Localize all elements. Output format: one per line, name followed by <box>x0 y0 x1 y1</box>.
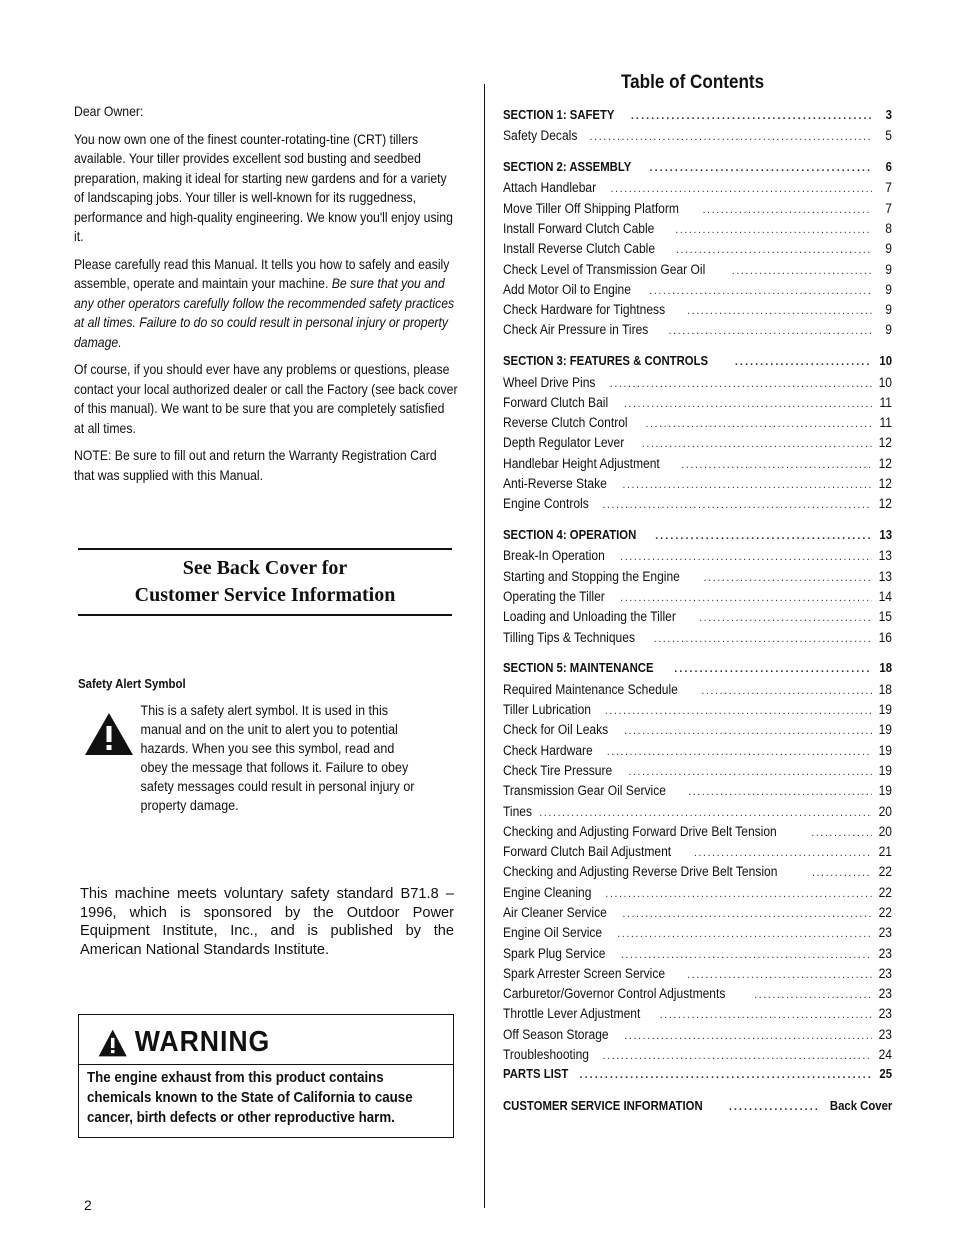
dot-leader <box>649 285 872 297</box>
warning-divider <box>78 1064 454 1065</box>
dot-leader <box>590 131 872 143</box>
toc-entry[interactable] <box>503 569 892 589</box>
toc-entry-label: SECTION 4: OPERATION <box>503 528 637 543</box>
toc-entry-page: 23 <box>878 965 892 981</box>
toc-entry-page: 12 <box>878 455 892 471</box>
toc-entry-page: 15 <box>878 609 892 625</box>
dot-leader <box>622 479 872 491</box>
toc-entry-page: Back Cover <box>829 1099 892 1114</box>
toc-entry[interactable] <box>503 609 892 629</box>
toc-entry-page: 19 <box>878 742 892 758</box>
customer-service-callout <box>78 555 452 609</box>
dot-leader <box>729 1101 819 1113</box>
dot-leader <box>602 499 872 511</box>
toc-entry-page: 3 <box>885 108 892 122</box>
toc-entry[interactable] <box>503 946 892 966</box>
toc-entry-label: Forward Clutch Bail Adjustment <box>503 844 672 860</box>
toc-entry-label: Depth Regulator Lever <box>503 435 625 451</box>
toc-entry-label: Install Reverse Clutch Cable <box>503 241 656 257</box>
toc-entry[interactable] <box>503 986 892 1006</box>
dot-leader <box>622 908 872 920</box>
column-divider <box>484 84 485 1208</box>
intro-paragraph-2 <box>74 255 458 353</box>
toc-entry[interactable] <box>503 783 892 803</box>
toc-entry[interactable] <box>503 702 892 722</box>
toc-entry-label: Attach Handlebar <box>503 180 597 196</box>
toc-spacer <box>503 1088 892 1100</box>
intro-paragraph-2-italic: Be sure that you and any other operators carefully follow the recommended safety practices at all times. Failure to do so could result in personal injury or property damage. <box>74 276 455 350</box>
toc-entry[interactable] <box>503 456 892 476</box>
dot-leader <box>624 725 872 737</box>
toc-entry[interactable] <box>503 548 892 568</box>
toc-entry-page: 22 <box>878 904 892 920</box>
toc-entry-page: 23 <box>878 1026 892 1042</box>
intro-note: NOTE: Be sure to fill out and return the Warranty Registration Card that was supplied with this Manual. <box>74 448 437 483</box>
toc-entry-label: Tiller Lubrication <box>503 702 591 718</box>
toc-entry-page: 9 <box>885 261 892 277</box>
dot-leader <box>812 867 872 879</box>
dot-leader <box>688 786 872 798</box>
dot-leader <box>605 705 872 717</box>
toc-entry-label: CUSTOMER SERVICE INFORMATION <box>503 1099 703 1114</box>
dot-leader <box>650 162 872 174</box>
toc-entry-label: Break-In Operation <box>503 548 605 564</box>
toc-entry-label: Install Forward Clutch Cable <box>503 220 655 236</box>
safety-alert-body: This is a safety alert symbol. It is used in this manual and on the unit to alert you to potential hazards. When you see this symbol, read and obey the message that follows it. Failure to obey safety messages could result in personal injury or property damage. <box>140 703 415 813</box>
dot-leader <box>694 847 872 859</box>
toc-entry-page: 16 <box>878 629 892 645</box>
dot-leader <box>610 378 872 390</box>
toc-entry[interactable] <box>503 435 892 455</box>
toc-entry-label: Carburetor/Governor Control Adjustments <box>503 986 726 1002</box>
toc-entry-label: Required Maintenance Schedule <box>503 681 678 697</box>
dot-leader <box>621 949 872 961</box>
dot-leader <box>610 183 872 195</box>
toc-entry-page: 6 <box>885 160 892 175</box>
toc-entry[interactable] <box>503 262 892 282</box>
callout-line-1: See Back Cover for <box>182 557 348 579</box>
toc-entry-page: 12 <box>878 435 892 451</box>
toc-customer-service[interactable] <box>503 1099 892 1119</box>
toc-entry-label: Starting and Stopping the Engine <box>503 568 680 584</box>
toc-entry-label: Off Season Storage <box>503 1026 609 1042</box>
toc-entry-page: 7 <box>885 200 892 216</box>
service-box-top-rule <box>78 548 452 550</box>
toc-entry-page: 9 <box>885 302 892 318</box>
toc-entry[interactable] <box>503 375 892 395</box>
toc-entry-page: 13 <box>878 568 892 584</box>
toc-entry-page: 23 <box>878 945 892 961</box>
toc-entry-label: Handlebar Height Adjustment <box>503 455 660 471</box>
callout-line-2: Customer Service Information <box>134 584 396 606</box>
toc-entry-label: SECTION 1: SAFETY <box>503 108 615 122</box>
dot-leader <box>660 1009 872 1021</box>
warning-heading <box>98 1026 270 1059</box>
toc-entry-label: Safety Decals <box>503 128 578 144</box>
toc-entry-label: Loading and Unloading the Tiller <box>503 609 676 625</box>
toc-entry-label: Spark Plug Service <box>503 945 606 961</box>
toc-entry-page: 9 <box>885 241 892 257</box>
dot-leader <box>617 928 872 940</box>
toc-entry[interactable] <box>503 589 892 609</box>
dot-leader <box>631 110 872 122</box>
toc-entry-page: 22 <box>878 864 892 880</box>
toc-entry-page: 8 <box>885 220 892 236</box>
dot-leader <box>676 244 872 256</box>
toc-entry[interactable] <box>503 905 892 925</box>
toc-entry[interactable] <box>503 201 892 221</box>
toc-entry-page: 10 <box>878 374 892 390</box>
dot-leader <box>702 204 872 216</box>
toc-entry[interactable] <box>503 722 892 742</box>
dot-leader <box>681 459 872 471</box>
toc-entry[interactable] <box>503 864 892 884</box>
toc-entry-label: Reverse Clutch Control <box>503 415 628 431</box>
dot-leader <box>655 530 872 542</box>
toc-entry-page: 22 <box>878 884 892 900</box>
toc-entry-page: 10 <box>879 354 892 369</box>
salutation: Dear Owner: <box>74 104 144 119</box>
toc-entry-label: Forward Clutch Bail <box>503 394 609 410</box>
dot-leader <box>704 572 872 584</box>
dot-leader <box>754 989 872 1001</box>
toc-entry[interactable] <box>503 128 892 148</box>
dot-leader <box>645 418 872 430</box>
toc-section-heading[interactable] <box>503 160 892 180</box>
toc-entry-page: 23 <box>878 925 892 941</box>
dot-leader <box>811 827 872 839</box>
toc-entry[interactable] <box>503 824 892 844</box>
toc-entry-page: 18 <box>879 661 892 676</box>
toc-entry-label: Checking and Adjusting Reverse Drive Belt Tension <box>503 864 778 880</box>
page-number: 2 <box>84 1197 92 1213</box>
toc-entry-label: Check Hardware <box>503 742 593 758</box>
toc-entry-label: Checking and Adjusting Forward Drive Belt Tension <box>503 823 777 839</box>
toc-entry-page: 13 <box>878 548 892 564</box>
intro-paragraph-3: Of course, if you should ever have any problems or questions, please contact your local authorized dealer or call the Factory (see back cover of this manual). We want to be sure that you are completely satisfied at all times. <box>74 362 458 436</box>
toc-entry[interactable] <box>503 763 892 783</box>
toc-spacer <box>503 650 892 662</box>
toc-title: Table of Contents <box>621 72 765 93</box>
toc-entry-label: Check Hardware for Tightness <box>503 302 666 318</box>
toc-entry[interactable] <box>503 1047 892 1067</box>
toc-entry[interactable] <box>503 302 892 322</box>
toc-entry[interactable] <box>503 241 892 261</box>
dot-leader <box>620 592 872 604</box>
toc-entry-page: 11 <box>879 415 892 431</box>
dot-leader <box>539 807 872 819</box>
dot-leader <box>732 265 872 277</box>
toc-entry-page: 23 <box>878 1006 892 1022</box>
toc-entry-label: Troubleshooting <box>503 1047 589 1063</box>
toc-entry-label: Check Level of Transmission Gear Oil <box>503 261 706 277</box>
toc-entry[interactable] <box>503 322 892 342</box>
toc-entry-page: 11 <box>879 394 892 410</box>
toc-entry-label: Anti-Reverse Stake <box>503 476 607 492</box>
toc-entry-label: Check for Oil Leaks <box>503 722 609 738</box>
toc-entry-page: 25 <box>879 1067 892 1082</box>
toc-entry-label: Throttle Lever Adjustment <box>503 1006 641 1022</box>
toc-entry-label: Wheel Drive Pins <box>503 374 596 390</box>
dot-leader <box>642 438 872 450</box>
dot-leader <box>620 551 872 563</box>
dot-leader <box>674 663 872 675</box>
dot-leader <box>607 746 872 758</box>
dot-leader <box>603 1050 872 1062</box>
dot-leader <box>628 766 872 778</box>
toc-entry-label: Move Tiller Off Shipping Platform <box>503 200 679 216</box>
toc-entry[interactable] <box>503 1006 892 1026</box>
dot-leader <box>675 224 872 236</box>
toc-entry[interactable] <box>503 180 892 200</box>
toc-entry[interactable] <box>503 282 892 302</box>
toc-entry-page: 12 <box>878 476 892 492</box>
intro-paragraph-1: You now own one of the finest counter-rotating-tine (CRT) tillers available. Your tiller provides excellent sod busting and seedbed preparation, making it ideal for starting new gardens and for a variety of landscaping jobs. Your tiller is well-known for its ruggedness, performance and high-quality engineering. We know you'll enjoy using it. <box>74 131 453 244</box>
toc-entry-label: PARTS LIST <box>503 1067 569 1082</box>
toc-entry-label: Check Tire Pressure <box>503 762 613 778</box>
table-of-contents <box>503 108 892 1119</box>
toc-entry-page: 9 <box>885 281 892 297</box>
dot-leader <box>735 356 872 368</box>
dot-leader <box>605 888 872 900</box>
dot-leader <box>699 612 872 624</box>
toc-entry-page: 23 <box>878 986 892 1002</box>
toc-entry-page: 19 <box>878 783 892 799</box>
warning-heading-icon <box>98 1029 127 1057</box>
toc-entry[interactable] <box>503 1027 892 1047</box>
toc-entry-page: 19 <box>878 762 892 778</box>
toc-section-heading[interactable] <box>503 354 892 374</box>
toc-entry-label: Engine Oil Service <box>503 925 603 941</box>
toc-entry-label: SECTION 3: FEATURES & CONTROLS <box>503 354 709 369</box>
toc-entry[interactable] <box>503 476 892 496</box>
toc-entry[interactable] <box>503 496 892 516</box>
toc-entry[interactable] <box>503 804 892 824</box>
toc-entry-page: 18 <box>878 681 892 697</box>
toc-entry[interactable] <box>503 395 892 415</box>
toc-entry-page: 24 <box>878 1047 892 1063</box>
toc-entry-label: Tines <box>503 803 533 819</box>
dot-leader <box>668 325 872 337</box>
dot-leader <box>701 685 872 697</box>
toc-entry[interactable] <box>503 743 892 763</box>
toc-section-heading[interactable] <box>503 528 892 548</box>
toc-section-heading[interactable] <box>503 661 892 681</box>
toc-entry-page: 7 <box>885 180 892 196</box>
toc-entry[interactable] <box>503 221 892 241</box>
toc-spacer <box>503 149 892 161</box>
toc-section-heading[interactable] <box>503 108 892 128</box>
toc-entry-label: Spark Arrester Screen Service <box>503 965 666 981</box>
dot-leader <box>654 633 872 645</box>
toc-entry-page: 19 <box>878 702 892 718</box>
toc-entry-label: Air Cleaner Service <box>503 904 607 920</box>
dot-leader <box>624 398 872 410</box>
toc-entry-label: Engine Controls <box>503 496 589 512</box>
toc-entry[interactable] <box>503 630 892 650</box>
toc-entry[interactable] <box>503 415 892 435</box>
toc-spacer <box>503 343 892 355</box>
toc-spacer <box>503 517 892 529</box>
service-box-bottom-rule <box>78 614 452 616</box>
safety-standard-text: This machine meets voluntary safety standard B71.8 – 1996, which is sponsored by the Outdoor Power Equipment Institute, Inc., and is published by the American National Standards Institute. <box>80 886 454 958</box>
toc-entry-page: 20 <box>878 803 892 819</box>
toc-entry-label: Check Air Pressure in Tires <box>503 322 649 338</box>
toc-entry[interactable] <box>503 682 892 702</box>
toc-entry[interactable] <box>503 885 892 905</box>
toc-entry-page: 9 <box>885 322 892 338</box>
dot-leader <box>624 1030 872 1042</box>
intro-paragraph-2-text: Please carefully read this Manual. It tells you how to safely and easily assemble, operate and maintain your machine. <box>74 256 450 291</box>
toc-entry-page: 5 <box>885 128 892 144</box>
toc-entry-label: Operating the Tiller <box>503 589 605 605</box>
dot-leader <box>687 305 872 317</box>
toc-entry-label: Tilling Tips & Techniques <box>503 629 635 645</box>
warning-text: The engine exhaust from this product contains chemicals known to the State of California to cause cancer, birth defects or other reproductive harm. <box>87 1070 413 1126</box>
toc-entry-page: 12 <box>878 496 892 512</box>
toc-entry-label: Transmission Gear Oil Service <box>503 783 666 799</box>
dot-leader <box>580 1069 872 1081</box>
toc-entry-page: 19 <box>878 722 892 738</box>
safety-alert-title: Safety Alert Symbol <box>78 676 186 691</box>
toc-parts-list[interactable] <box>503 1067 892 1087</box>
toc-entry-label: SECTION 5: MAINTENANCE <box>503 661 654 676</box>
toc-entry-label: SECTION 2: ASSEMBLY <box>503 160 632 175</box>
toc-entry-page: 14 <box>878 589 892 605</box>
toc-entry-page: 20 <box>878 823 892 839</box>
dot-leader <box>687 969 872 981</box>
toc-entry-page: 21 <box>878 844 892 860</box>
safety-alert-text <box>78 701 423 815</box>
toc-entry[interactable] <box>503 844 892 864</box>
toc-entry-label: Add Motor Oil to Engine <box>503 281 631 297</box>
toc-entry[interactable] <box>503 925 892 945</box>
toc-entry-page: 13 <box>879 528 892 543</box>
toc-entry-label: Engine Cleaning <box>503 884 592 900</box>
warning-heading-text: WARNING <box>134 1026 271 1058</box>
toc-entry[interactable] <box>503 966 892 986</box>
intro-letter <box>74 102 458 493</box>
